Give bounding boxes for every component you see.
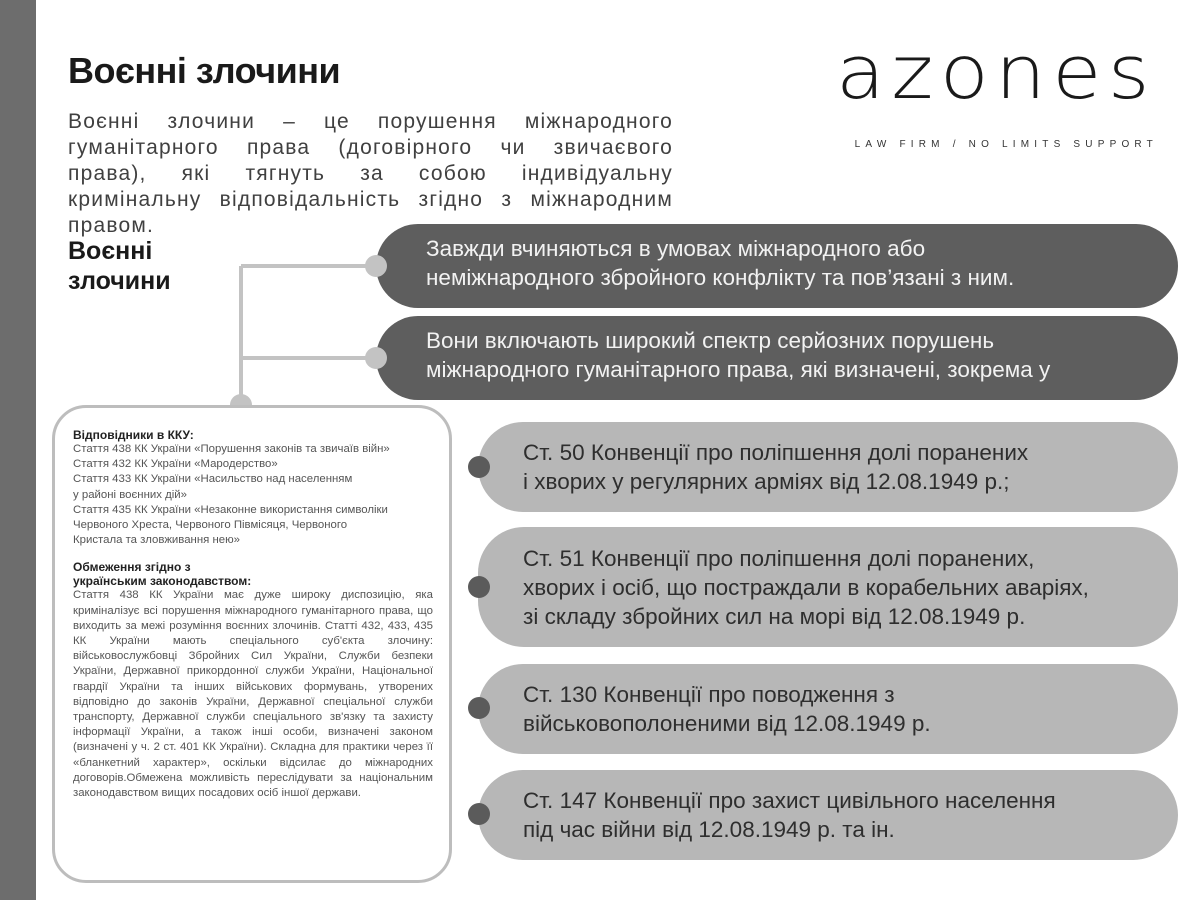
definition-text: Воєнні злочини – це порушення міжнародного гуманітарного права (договірного чи звичаєвого права), які тягнуть за собою індивідуальну кримінальну відповідальність згідно з міжнародним правом. <box>68 110 673 237</box>
kku-article-line: Стаття 432 КК України «Мародерство» <box>73 458 278 471</box>
kku-article-line: Кристала та зловживання нею» <box>73 534 240 547</box>
characteristic-text-2: Вони включають широкий спектр серйозних порушень міжнародного гуманітарного права, які визначені, зокрема у <box>426 328 1051 382</box>
section-title-line-1: Воєнні <box>68 237 153 265</box>
page-title: Воєнні злочини <box>68 50 341 91</box>
connector-lines <box>241 266 376 405</box>
connector-dot-1 <box>365 255 387 277</box>
azones-logo <box>836 36 1158 106</box>
kku-article-list <box>73 442 433 548</box>
characteristic-pill-1 <box>376 224 1178 308</box>
limits-heading-line-2: українським законодавством: <box>73 574 252 589</box>
kku-heading: Відповідники в ККУ: <box>73 428 194 442</box>
convention-text-2: Ст. 51 Конвенції про поліпшення долі поранених, хворих і осіб, що постраждали в корабельних аваріях, зі складу збройних сил на морі від 12.08.1949 р. <box>523 545 1089 629</box>
section-title-line-2: злочини <box>68 267 171 295</box>
connector-dot-2 <box>365 347 387 369</box>
kku-article-line: Стаття 438 КК України «Порушення законів та звичаїв війн» <box>73 443 390 455</box>
left-side-bar <box>0 0 36 900</box>
section-title <box>68 236 171 296</box>
kku-article-line: Червоного Хреста, Червоного Півмісяця, Червоного <box>73 519 348 532</box>
logo-wordmark: azones <box>836 36 1156 106</box>
convention-pill-3 <box>478 664 1178 754</box>
kku-info-box <box>52 405 452 883</box>
characteristic-text-1: Завжди вчиняються в умовах міжнародного або неміжнародного збройного конфлікту та пов’язані з ним. <box>426 236 1015 290</box>
kku-article-line: у районі воєнних дій» <box>73 488 187 501</box>
bullet-dot-2 <box>468 576 490 598</box>
kku-article-line: Стаття 433 КК України «Насильство над населенням <box>73 473 353 486</box>
kku-article-line: Стаття 435 КК України «Незаконне використання символіки <box>73 503 388 516</box>
limits-text: Стаття 438 КК України має дуже широку диспозицію, яка криміналізує всі порушення міжнародного гуманітарного права, що виходить за межі розуміння воєнних злочинів. Статті 432, 433, 435 КК України мають спеціального суб'єкта злочину: військовослужбовці Збройних Сил України, Служби безпеки України, Державної прикордонної служби України, Національної гвардії України та інших військових формувань, утворених відповідно до законів України, Державної спеціальної служби транспорту, Державної служби спеціального зв'язку та захисту інформації України, а також інші особи, визначені законом (визначені у ч. 2 ст. 401 КК України). Складна для практики через її «бланкетний характер», оскільки відсилає до міжнародних договорів.Обмежена можливість переслідувати за національним законодавством вищих посадових осіб іншої держави. <box>73 589 433 800</box>
bullet-dot-1 <box>468 456 490 478</box>
limits-heading-line-1: Обмеження згідно з <box>73 560 191 575</box>
bullet-dot-4 <box>468 803 490 825</box>
convention-text-4: Ст. 147 Конвенції про захист цивільного населення під час війни від 12.08.1949 р. та ін. <box>523 788 1056 842</box>
convention-pill-4 <box>478 770 1178 860</box>
characteristic-pill-2 <box>376 316 1178 400</box>
bullet-dot-3 <box>468 697 490 719</box>
convention-text-1: Ст. 50 Конвенції про поліпшення долі поранених і хворих у регулярних арміях від 12.08.1949 р.; <box>523 440 1029 494</box>
logo-tagline: LAW FIRM / NO LIMITS SUPPORT <box>854 139 1158 150</box>
convention-text-3: Ст. 130 Конвенції про поводження з військовополоненими від 12.08.1949 р. <box>523 682 931 736</box>
convention-pill-2 <box>478 527 1178 647</box>
convention-pill-1 <box>478 422 1178 512</box>
